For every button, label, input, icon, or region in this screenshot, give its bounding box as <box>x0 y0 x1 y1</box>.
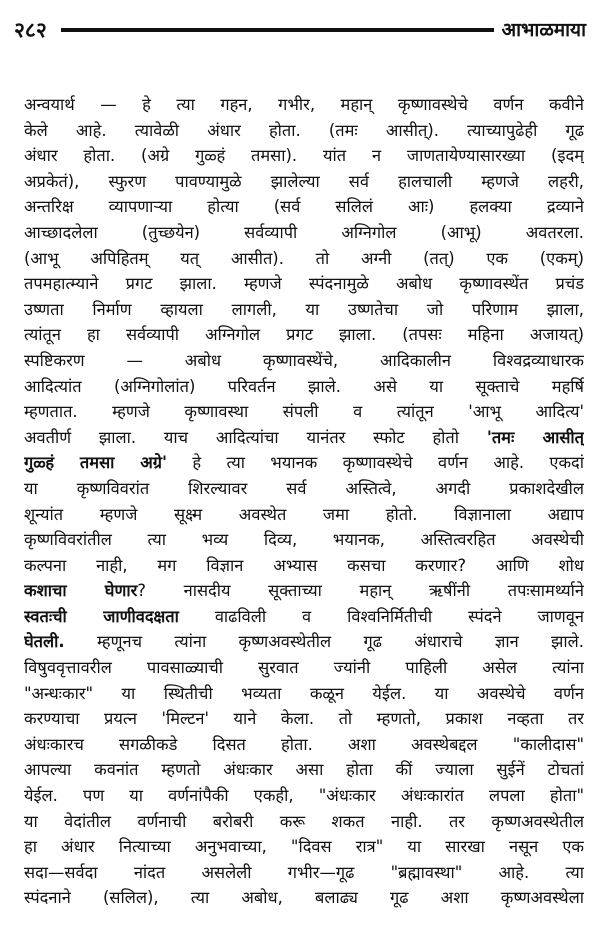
text-segment: उष्णता निर्माण व्हायला लागली, या उष्णतेचा जो परिणाम झाला, <box>24 299 584 319</box>
bold-text-segment: 'तमः आसीत् <box>486 427 584 447</box>
text-segment: कल्पना नाही, मग विज्ञान अभ्यास कसचा करणार? आणि शोध <box>24 555 584 575</box>
text-segment: आच्छादलेला (तुच्छयेन) सर्वव्यापी अग्निगोल (आभू) अवतरला. <box>24 222 584 242</box>
text-segment: केले आहे. त्यावेळी अंधार होता. (तमः आसीत्). त्याच्यापुढेही गूढ <box>24 120 584 140</box>
text-line <box>24 476 584 502</box>
text-segment: आपल्या कवनांत म्हणतो अंधःकार असा होता कीं ज्याला सुईनें टोचतां <box>24 760 584 780</box>
text-segment: अंधार होता. (अग्रे गुळ्हं तमसा). यांत न जाणतायेण्यासारख्या (इदम् <box>24 146 584 166</box>
text-segment: सदा—सर्वदा नांदत असलेली गभीर—गूढ "ब्रह्मावस्था" आहे. त्या <box>24 862 584 882</box>
text-segment: म्हणूनच त्यांना कृष्णअवस्थेतील गूढ अंधाराचे ज्ञान झाले. <box>64 632 584 652</box>
text-line <box>24 629 584 655</box>
text-line <box>24 834 584 860</box>
text-segment: हे त्या भयानक कृष्णावस्थेचे वर्णन आहे. एकदां <box>167 453 584 473</box>
text-line <box>24 809 584 835</box>
header-rule <box>61 28 494 32</box>
text-line <box>24 297 584 323</box>
bold-text-segment: कशाचा घेणार <box>24 581 138 601</box>
text-line <box>24 732 584 758</box>
text-line <box>24 194 584 220</box>
text-segment: स्पष्टिकरण — अबोध कृष्णावस्थेंचे, आदिकालीन विश्वद्रव्याधारक <box>24 350 584 370</box>
text-line <box>24 118 584 144</box>
text-segment: या वेदांतील वर्णनाची बरोबरी करू शकत नाही. तर कृष्णअवस्थेतील <box>24 811 584 831</box>
text-line <box>24 425 584 451</box>
text-segment: तपमहात्म्याने प्रगट झाला. म्हणजे स्पंदनामुळे अबोध कृष्णावस्थेंत प्रचंड <box>24 274 584 294</box>
text-line <box>24 169 584 195</box>
text-line <box>24 348 584 374</box>
text-segment: त्यांतून हा सर्वव्यापी अग्निगोल प्रगट झाला. (तपसः महिना अजायत्) <box>24 325 584 345</box>
text-line <box>24 92 584 118</box>
text-line <box>24 527 584 553</box>
bold-text-segment: घेतली. <box>24 632 65 652</box>
text-line <box>24 220 584 246</box>
text-line <box>24 757 584 783</box>
text-segment: शून्यांत म्हणजे सूक्ष्म अवस्थेत जमा होतो. विज्ञानाला अद्याप <box>24 504 584 524</box>
text-line <box>24 450 584 476</box>
running-title: आभाळमाया <box>501 18 586 41</box>
text-segment: अवतीर्ण झाला. याच आदित्यांचा यानंतर स्फोट होतो <box>24 427 487 447</box>
text-segment: ? नासदीय सूक्ताच्या महान् ऋषींनी तपःसामर्थ्याने <box>137 581 584 601</box>
text-segment: विषुववृत्तावरील पावसाळ्याची सुरवात ज्यांनी पाहिली असेल त्यांना <box>24 658 584 678</box>
text-segment: अंधःकारच सगळीकडे दिसत होता. अशा अवस्थेबद्दल "कालीदास" <box>24 734 584 754</box>
text-line <box>24 860 584 886</box>
text-segment: अन्वयार्थ — हे त्या गहन, गभीर, महान् कृष्णावस्थेचे वर्णन कवीने <box>24 95 584 114</box>
text-segment: आदित्यांत (अग्निगोलांत) परिवर्तन झाले. असे या सूक्ताचे महर्षि <box>24 376 584 396</box>
text-line <box>24 553 584 579</box>
page-header <box>14 14 586 46</box>
text-segment: (आभू अपिहितम् यत् आसीत). तो अग्नी (तत्) एक (एकम्) <box>24 248 584 268</box>
text-segment: "अन्धःकार" या स्थितीची भव्यता कळून येईल. या अवस्थेचे वर्णन <box>24 683 584 703</box>
text-segment: येईल. पण या वर्णनांपैकी एकही, "अंधःकार अंधःकारांत लपला होता" <box>24 786 584 806</box>
text-segment: म्हणतात. म्हणजे कृष्णावस्था संपली व त्यांतून 'आभू आदित्य' <box>24 402 584 422</box>
text-line <box>24 681 584 707</box>
text-line <box>24 783 584 809</box>
text-line <box>24 374 584 400</box>
text-line <box>24 399 584 425</box>
text-line <box>24 604 584 630</box>
text-line <box>24 885 584 911</box>
text-line <box>24 246 584 272</box>
text-line <box>24 578 584 604</box>
text-segment: हा अंधार नित्याच्या अनुभवाच्या, "दिवस रात्र" या सारखा नसून एक <box>24 837 584 857</box>
bold-text-segment: स्वतःची जाणीवदक्षता <box>24 606 179 626</box>
page-number: २८२ <box>14 17 47 42</box>
text-line <box>24 271 584 297</box>
text-line <box>24 322 584 348</box>
text-line <box>24 143 584 169</box>
text-segment: स्पंदनाने (सलिल), त्या अबोध, बलाढ्य गूढ अशा कृष्णअवस्थेला <box>24 888 584 908</box>
bold-text-segment: गुळ्हं तमसा अग्रे' <box>24 453 168 473</box>
body-text <box>24 92 584 911</box>
text-line <box>24 706 584 732</box>
text-segment: या कृष्णविवरांत शिरल्यावर सर्व अस्तित्वे, अगदी प्रकाशदेखील <box>24 478 584 498</box>
text-segment: अन्तरिक्ष व्यापणाऱ्या होत्या (सर्व सलिलं आः) हलक्या द्रव्याने <box>24 197 584 217</box>
text-segment: कृष्णविवरांतील त्या भव्य दिव्य, भयानक, अस्तित्वरहित अवस्थेची <box>24 530 584 550</box>
text-line <box>24 502 584 528</box>
text-segment: वाढविली व विश्वनिर्मितीची स्पंदने जाणवून <box>178 606 584 626</box>
text-line <box>24 655 584 681</box>
text-segment: अप्रकेतं), स्फुरण पावण्यामुळे झालेल्या सर्व हालचाली म्हणजे लहरी, <box>24 171 584 191</box>
text-segment: करण्याचा प्रयत्न 'मिल्टन' याने केला. तो म्हणतो, प्रकाश नव्हता तर <box>24 709 584 729</box>
